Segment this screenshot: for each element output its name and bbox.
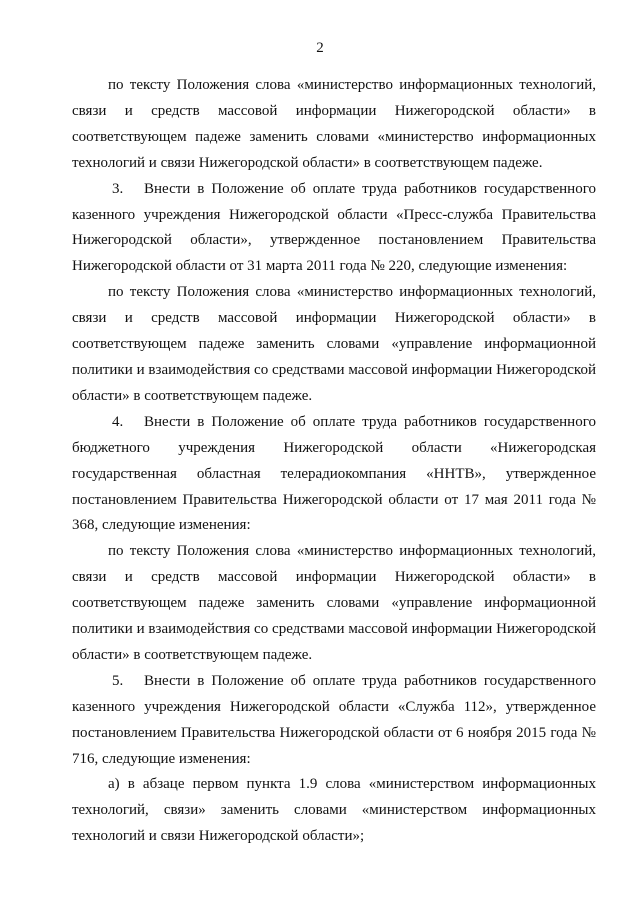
document-body — [72, 73, 596, 850]
paragraph-7 — [72, 772, 596, 850]
paragraph-text: Внести в Положение об оплате труда работников государственного казенного учреждения Нижегородской области «Служба 112», утвержденное постановлением Правительства Нижегородской области от 6 ноября 2015 года № 716, следующие изменения: — [72, 672, 596, 767]
paragraph-item-4 — [72, 410, 596, 540]
paragraph-1 — [72, 73, 596, 177]
paragraph-text: а) в абзаце первом пункта 1.9 слова «министерством информационных технологий, связи» заменить словами «министерством информационных технологий и связи Нижегородской области»; — [72, 776, 596, 845]
page-number: 2 — [316, 40, 324, 56]
item-number: 5. — [112, 672, 124, 689]
paragraph-text: Внести в Положение об оплате труда работников государственного казенного учреждения Нижегородской области «Пресс-служба Правительства Нижегородской области», утвержденное постановлением Правительства Нижегородской области от 31 марта 2011 года № 220, следующие изменения: — [72, 180, 596, 275]
paragraph-5 — [72, 539, 596, 669]
paragraph-text: по тексту Положения слова «министерство информационных технологий, связи и средств массовой информации Нижегородской области» в соответствующем падеже заменить словами «управление информационной политики и взаимодействия со средствами массовой информации Нижегородской области» в соответствующем падеже. — [72, 543, 596, 663]
paragraph-text: по тексту Положения слова «министерство информационных технологий, связи и средств массовой информации Нижегородской области» в соответствующем падеже заменить словами «управление информационной политики и взаимодействия со средствами массовой информации Нижегородской области» в соответствующем падеже. — [72, 284, 596, 404]
item-number: 3. — [112, 180, 124, 197]
paragraph-text: Внести в Положение об оплате труда работников государственного бюджетного учреждения Нижегородской области «Нижегородская государственная областная телерадиокомпания «ННТВ», утвержденное постановлением Правительства Нижегородской области от 17 мая 2011 года № 368, следующие изменения: — [72, 413, 596, 534]
item-number: 4. — [112, 413, 124, 430]
paragraph-3 — [72, 280, 596, 410]
paragraph-item-3 — [72, 177, 596, 281]
paragraph-item-5 — [72, 669, 596, 773]
paragraph-text: по тексту Положения слова «министерство информационных технологий, связи и средств массовой информации Нижегородской области» в соответствующем падеже заменить словами «министерство информационных технологий и связи Нижегородской области» в соответствующем падеже. — [72, 77, 596, 171]
